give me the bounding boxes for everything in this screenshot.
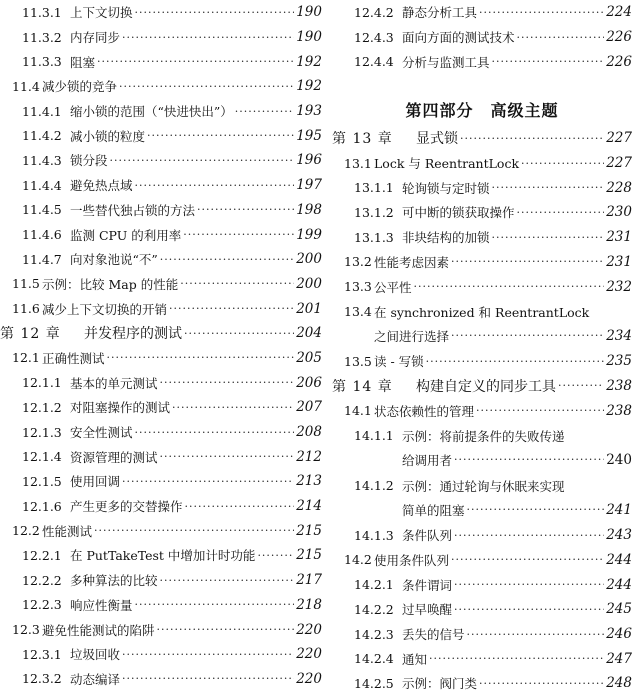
entry-line xyxy=(354,474,632,498)
entry-number: 12.2.3 xyxy=(22,597,62,613)
entry-number: 11.4.3 xyxy=(22,152,62,168)
page-number: 199 xyxy=(296,226,322,243)
entry-number: 14.2.3 xyxy=(354,626,394,642)
leader-dots xyxy=(451,255,604,268)
entry-title-continued: 之间进行选择 xyxy=(374,328,450,344)
subsection-entry xyxy=(332,0,632,25)
page-number: 208 xyxy=(296,424,322,441)
subsection-entry xyxy=(332,200,632,225)
section-entry xyxy=(332,299,632,349)
leader-dots xyxy=(160,450,295,463)
leader-dots xyxy=(135,598,295,611)
section-entry xyxy=(332,151,632,176)
subsection-entry xyxy=(0,247,322,272)
page-number: 244 xyxy=(606,551,632,568)
entry-number: 13.1.2 xyxy=(354,204,394,220)
entry-number: 11.4.1 xyxy=(22,103,62,119)
page-number: 214 xyxy=(296,498,322,515)
page-number: 238 xyxy=(606,377,632,394)
page-number: 240 xyxy=(606,451,632,468)
leader-dots xyxy=(147,129,294,142)
entry-number: 11.3.3 xyxy=(22,54,62,70)
part-title: 第四部分 高级主题 xyxy=(405,100,559,120)
entry-number: 13.1 xyxy=(344,155,372,171)
leader-dots xyxy=(414,280,605,293)
leader-dots xyxy=(426,355,605,368)
subsection-entry xyxy=(332,175,632,200)
subsection-entry xyxy=(332,473,632,523)
entry-line xyxy=(354,424,632,448)
leader-dots xyxy=(180,277,294,290)
entry-title: 产生更多的交替操作 xyxy=(70,499,183,515)
leader-dots xyxy=(97,55,294,68)
entry-title: 状态依赖性的管理 xyxy=(374,403,475,419)
page-number: 218 xyxy=(296,596,322,613)
chapter-entry xyxy=(0,321,322,346)
entry-number: 11.4.5 xyxy=(22,202,62,218)
toc-left-column xyxy=(0,0,322,691)
entry-number: 12.2 xyxy=(12,523,40,539)
page-number: 248 xyxy=(606,675,632,692)
section-entry xyxy=(332,398,632,423)
leader-dots xyxy=(122,648,294,661)
page-number: 226 xyxy=(606,29,632,46)
spacer xyxy=(332,74,632,92)
page-number: 228 xyxy=(606,179,632,196)
subsection-entry xyxy=(0,494,322,519)
subsection-entry xyxy=(332,25,632,50)
leader-dots xyxy=(454,578,604,591)
leader-dots xyxy=(429,652,604,665)
entry-title: 性能考虑因素 xyxy=(374,254,450,270)
entry-title: 条件谓词 xyxy=(402,577,453,593)
entry-number: 12.1.2 xyxy=(22,399,62,415)
subsection-entry xyxy=(0,667,322,692)
entry-title: 面向方面的测试技术 xyxy=(402,30,515,46)
page-number: 243 xyxy=(606,527,632,544)
page-number: 227 xyxy=(606,155,632,172)
leader-dots xyxy=(94,524,294,537)
page-number: 192 xyxy=(296,53,322,70)
section-entry xyxy=(0,74,322,99)
subsection-entry xyxy=(0,444,322,469)
entry-title: 可中断的锁获取操作 xyxy=(402,205,515,221)
page-number: 215 xyxy=(296,522,322,539)
entry-title: 监测 CPU 的利用率 xyxy=(70,227,182,243)
page-number: 200 xyxy=(296,251,322,268)
entry-title: 示例：阀门类 xyxy=(402,676,478,692)
entry-number: 13.1.3 xyxy=(354,229,394,245)
page-number: 212 xyxy=(296,448,322,465)
entry-number: 14.1.1 xyxy=(354,428,394,444)
entry-number: 14.1.3 xyxy=(354,527,394,543)
subsection-entry xyxy=(0,642,322,667)
entry-title: 避免热点域 xyxy=(70,178,133,194)
leader-dots xyxy=(454,453,604,466)
leader-dots xyxy=(157,623,295,636)
page-number: 201 xyxy=(296,300,322,317)
leader-dots xyxy=(172,401,294,414)
subsection-entry xyxy=(0,0,322,25)
entry-title: 基本的单元测试 xyxy=(70,375,158,391)
entry-number: 12.1.3 xyxy=(22,424,62,440)
entry-title: 锁分段 xyxy=(70,153,108,169)
page-number: 200 xyxy=(296,275,322,292)
entry-number: 11.3.2 xyxy=(22,29,62,45)
leader-dots xyxy=(197,203,294,216)
entry-number: 14.2.2 xyxy=(354,601,394,617)
leader-dots xyxy=(135,426,295,439)
chapter-entry xyxy=(332,374,632,399)
leader-dots xyxy=(135,6,295,19)
leader-dots xyxy=(517,206,605,219)
section-entry xyxy=(0,272,322,297)
entry-number: 14.2.4 xyxy=(354,651,394,667)
entry-line xyxy=(354,498,632,522)
entry-number: 第 13 章 xyxy=(332,131,393,148)
entry-title: 垃圾回收 xyxy=(70,647,121,663)
leader-dots xyxy=(454,529,604,542)
page-number: 220 xyxy=(296,646,322,663)
entry-title: 示例：将前提条件的失败传递 xyxy=(402,428,565,444)
leader-dots xyxy=(183,228,294,241)
leader-dots xyxy=(460,132,604,145)
leader-dots xyxy=(122,475,294,488)
subsection-entry xyxy=(0,370,322,395)
entry-number: 12.1.6 xyxy=(22,498,62,514)
page-number: 193 xyxy=(296,103,322,120)
entry-number: 13.5 xyxy=(344,353,372,369)
page-number: 213 xyxy=(296,473,322,490)
page-number: 192 xyxy=(296,78,322,95)
entry-number: 11.3.1 xyxy=(22,4,62,20)
subsection-entry xyxy=(332,423,632,473)
leader-dots xyxy=(467,628,605,641)
entry-title: 在 synchronized 和 ReentrantLock xyxy=(374,304,590,320)
entry-number: 第 12 章 xyxy=(0,326,61,343)
entry-number: 11.4.7 xyxy=(22,251,62,267)
leader-dots xyxy=(122,31,294,44)
leader-dots xyxy=(451,553,604,566)
entry-title: 非块结构的加锁 xyxy=(402,230,490,246)
entry-title: 正确性测试 xyxy=(42,350,105,366)
leader-dots xyxy=(185,500,295,513)
entry-title: 条件队列 xyxy=(402,528,453,544)
page-number: 207 xyxy=(296,399,322,416)
entry-number: 12.3.2 xyxy=(22,671,62,687)
subsection-entry xyxy=(0,173,322,198)
section-entry xyxy=(332,250,632,275)
entry-title: 响应性衡量 xyxy=(70,597,133,613)
entry-title: 显式锁 xyxy=(416,131,458,148)
leader-dots xyxy=(107,351,295,364)
entry-title: 对阻塞操作的测试 xyxy=(70,400,171,416)
leader-dots xyxy=(451,329,604,342)
entry-number: 12.1.5 xyxy=(22,473,62,489)
subsection-entry xyxy=(0,25,322,50)
entry-line xyxy=(354,448,632,472)
leader-dots xyxy=(160,253,294,266)
entry-number: 14.2 xyxy=(344,552,372,568)
entry-title: 减小锁的粒度 xyxy=(70,128,146,144)
entry-number: 14.2.1 xyxy=(354,577,394,593)
entry-title: 一些替代独占锁的方法 xyxy=(70,202,196,218)
subsection-entry xyxy=(332,646,632,671)
page-number: 196 xyxy=(296,152,322,169)
entry-title: 动态编译 xyxy=(70,671,121,687)
entry-number: 12.4.3 xyxy=(354,29,394,45)
leader-dots xyxy=(517,31,605,44)
entry-title: 通知 xyxy=(402,651,428,667)
entry-title: 过早唤醒 xyxy=(402,602,453,618)
page-number: 190 xyxy=(296,29,322,46)
entry-title: 向对象池说“不” xyxy=(70,252,158,268)
subsection-entry xyxy=(0,568,322,593)
entry-title: 示例：比较 Map 的性能 xyxy=(42,276,179,292)
leader-dots xyxy=(257,549,294,562)
page-number: 215 xyxy=(296,547,322,564)
toc-right-column xyxy=(332,0,632,696)
entry-number: 12.4.4 xyxy=(354,54,394,70)
section-entry xyxy=(0,518,322,543)
leader-dots xyxy=(454,603,604,616)
leader-dots xyxy=(122,672,294,685)
section-entry xyxy=(0,617,322,642)
page-number: 231 xyxy=(606,253,632,270)
entry-number: 13.2 xyxy=(344,254,372,270)
leader-dots xyxy=(119,80,294,93)
entry-number: 11.4 xyxy=(12,78,40,94)
page-number: 230 xyxy=(606,204,632,221)
leader-dots xyxy=(135,179,295,192)
entry-number: 14.1 xyxy=(344,403,372,419)
entry-title: 上下文切换 xyxy=(70,5,133,21)
subsection-entry xyxy=(332,225,632,250)
page-number: 246 xyxy=(606,626,632,643)
entry-title: 内存同步 xyxy=(70,30,121,46)
leader-dots xyxy=(169,302,294,315)
subsection-entry xyxy=(332,622,632,647)
leader-dots xyxy=(160,574,295,587)
entry-number: 11.4.2 xyxy=(22,128,62,144)
leader-dots xyxy=(160,376,295,389)
page-number: 217 xyxy=(296,572,322,589)
subsection-entry xyxy=(0,148,322,173)
page-number: 238 xyxy=(606,402,632,419)
entry-title: 性能测试 xyxy=(42,523,93,539)
entry-title-continued: 简单的阻塞 xyxy=(402,502,465,518)
page-number: 232 xyxy=(606,278,632,295)
entry-title-continued: 给调用者 xyxy=(402,452,453,468)
entry-number: 第 14 章 xyxy=(332,378,393,395)
leader-dots xyxy=(476,404,604,417)
subsection-entry xyxy=(0,222,322,247)
page-number: 234 xyxy=(606,327,632,344)
page-number: 195 xyxy=(296,127,322,144)
entry-line xyxy=(344,300,632,324)
entry-title: 分析与监测工具 xyxy=(402,54,490,70)
entry-number: 13.1.1 xyxy=(354,180,394,196)
entry-number: 12.1.4 xyxy=(22,449,62,465)
toc-right-bottom xyxy=(332,126,632,696)
entry-number: 12.2.1 xyxy=(22,547,62,563)
leader-dots xyxy=(467,503,605,516)
subsection-entry xyxy=(0,99,322,124)
entry-title: 构建自定义的同步工具 xyxy=(416,378,556,395)
subsection-entry xyxy=(332,597,632,622)
entry-title: 资源管理的测试 xyxy=(70,449,158,465)
subsection-entry xyxy=(0,49,322,74)
subsection-entry xyxy=(332,572,632,597)
leader-dots xyxy=(184,327,294,340)
page-number: 247 xyxy=(606,650,632,667)
page-number: 204 xyxy=(296,325,322,342)
section-entry xyxy=(332,274,632,299)
leader-dots xyxy=(521,157,604,170)
entry-number: 14.2.5 xyxy=(354,675,394,691)
entry-title: 静态分析工具 xyxy=(402,5,478,21)
page-number: 190 xyxy=(296,4,322,21)
subsection-entry xyxy=(0,469,322,494)
page-number: 235 xyxy=(606,353,632,370)
section-entry xyxy=(332,548,632,573)
subsection-entry xyxy=(0,123,322,148)
subsection-entry xyxy=(0,543,322,568)
subsection-entry xyxy=(0,395,322,420)
entry-title: 多种算法的比较 xyxy=(70,573,158,589)
leader-dots xyxy=(492,181,605,194)
entry-number: 11.4.4 xyxy=(22,177,62,193)
entry-title: 丢失的信号 xyxy=(402,627,465,643)
entry-number: 13.4 xyxy=(344,304,372,320)
entry-title: 缩小锁的范围（“快进快出”） xyxy=(70,104,233,120)
page-number: 205 xyxy=(296,349,322,366)
entry-number: 12.3.1 xyxy=(22,646,62,662)
page-number: 206 xyxy=(296,374,322,391)
section-entry xyxy=(0,296,322,321)
leader-dots xyxy=(558,379,604,392)
subsection-entry xyxy=(0,198,322,223)
leader-dots xyxy=(110,154,295,167)
page-number: 245 xyxy=(606,601,632,618)
leader-dots xyxy=(479,677,604,690)
page-number: 224 xyxy=(606,4,632,21)
entry-number: 11.6 xyxy=(12,301,40,317)
page-number: 220 xyxy=(296,621,322,638)
leader-dots xyxy=(492,55,605,68)
entry-title: 阻塞 xyxy=(70,54,96,70)
subsection-entry xyxy=(0,593,322,618)
entry-title: 读 - 写锁 xyxy=(374,354,424,370)
subsection-entry xyxy=(0,420,322,445)
page-number: 197 xyxy=(296,177,322,194)
entry-title: 并发程序的测试 xyxy=(84,326,182,343)
entry-title: 避免性能测试的陷阱 xyxy=(42,622,155,638)
chapter-entry xyxy=(332,126,632,151)
entry-title: 使用条件队列 xyxy=(374,552,450,568)
section-entry xyxy=(332,349,632,374)
page-number: 227 xyxy=(606,130,632,147)
entry-number: 14.1.2 xyxy=(354,478,394,494)
entry-number: 13.3 xyxy=(344,279,372,295)
leader-dots xyxy=(479,6,604,19)
subsection-entry xyxy=(332,523,632,548)
entry-title: 在 PutTakeTest 中增加计时功能 xyxy=(70,548,256,564)
toc-right-top xyxy=(332,0,632,74)
entry-title: 减少锁的竞争 xyxy=(42,79,118,95)
entry-number: 11.4.6 xyxy=(22,227,62,243)
entry-line xyxy=(344,324,632,348)
page-number: 226 xyxy=(606,53,632,70)
entry-number: 12.3 xyxy=(12,622,40,638)
subsection-entry xyxy=(332,671,632,696)
page-number: 220 xyxy=(296,670,322,687)
entry-number: 12.1 xyxy=(12,350,40,366)
section-entry xyxy=(0,346,322,371)
leader-dots xyxy=(492,231,605,244)
entry-title: 使用回调 xyxy=(70,474,121,490)
page-number: 231 xyxy=(606,229,632,246)
entry-title: 轮询锁与定时锁 xyxy=(402,180,490,196)
entry-title: 示例：通过轮询与休眠来实现 xyxy=(402,478,565,494)
entry-number: 12.2.2 xyxy=(22,572,62,588)
leader-dots xyxy=(235,105,294,118)
entry-number: 12.4.2 xyxy=(354,4,394,20)
entry-title: 公平性 xyxy=(374,279,412,295)
entry-title: 安全性测试 xyxy=(70,425,133,441)
entry-title: Lock 与 ReentrantLock xyxy=(374,156,520,172)
entry-title: 减少上下文切换的开销 xyxy=(42,301,168,317)
subsection-entry xyxy=(332,49,632,74)
entry-number: 11.5 xyxy=(12,276,40,292)
page-number: 241 xyxy=(606,501,632,518)
page-number: 198 xyxy=(296,201,322,218)
page-number: 244 xyxy=(606,576,632,593)
entry-number: 12.1.1 xyxy=(22,375,62,391)
